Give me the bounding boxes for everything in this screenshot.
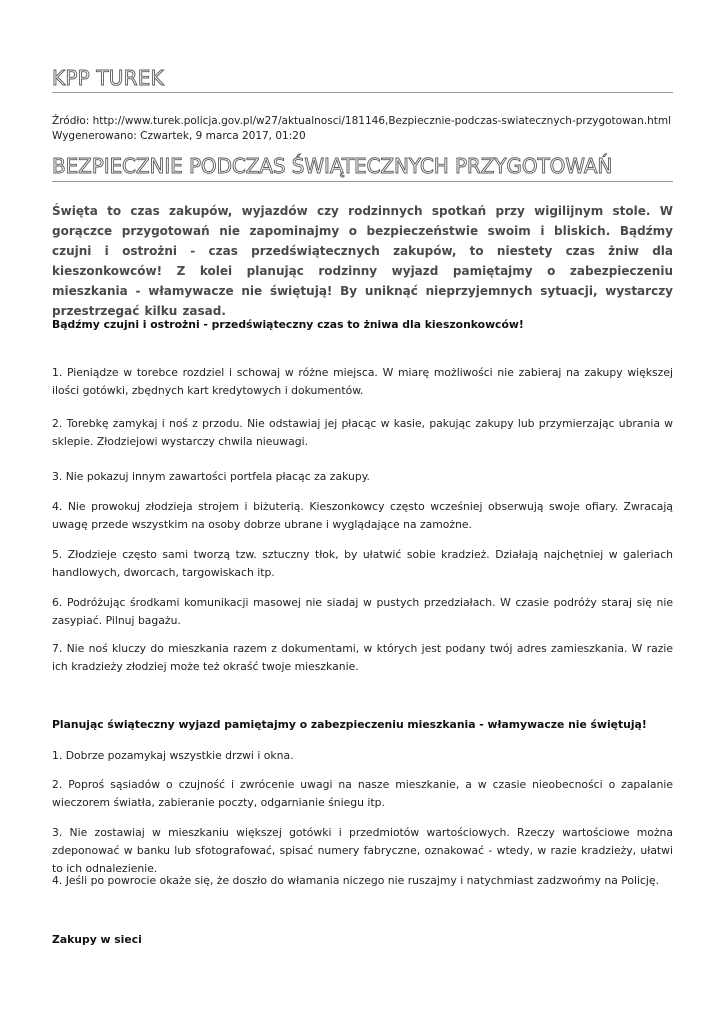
list-item: 5. Złodzieje często sami tworzą tzw. sztuczny tłok, by ułatwić sobie kradzież. Działają najchętniej w galeriach handlowych, dworcach, targowiskach itp. [52, 548, 673, 579]
section-heading-burglary: Planując świąteczny wyjazd pamiętajmy o zabezpieczeniu mieszkania - włamywacze nie świętują! [52, 718, 647, 731]
list-item: 3. Nie pokazuj innym zawartości portfela płacąc za zakupy. [52, 470, 370, 483]
article-title: BEZPIECZNIE PODCZAS ŚWIĄTECZNYCH PRZYGOTOWAŃ [52, 154, 673, 182]
generated-line: Wygenerowano: Czwartek, 9 marca 2017, 01:20 [52, 129, 306, 142]
list-item: 2. Poproś sąsiadów o czujność i zwrócenie uwagi na nasze mieszkanie, a w czasie nieobecności o zapalanie wieczorem światła, zabieranie poczty, odgarnianie śniegu itp. [52, 778, 673, 809]
list-item: 4. Jeśli po powrocie okaże się, że doszło do włamania niczego nie ruszajmy i natychmiast zadzwońmy na Policję. [52, 874, 660, 887]
list-item: 1. Dobrze pozamykaj wszystkie drzwi i okna. [52, 749, 294, 762]
article-lead: Święta to czas zakupów, wyjazdów czy rodzinnych spotkań przy wigilijnym stole. W gorączce przygotowań nie zapominajmy o bezpieczeństwie swoim i bliskich. Bądźmy czujni i ostrożni - czas przedświątecznych zakupów, to niestety czas żniw dla kieszonkowców! Z kolei planując rodzinny wyjazd pamiętajmy o zabezpieczeniu mieszkania - włamywacze nie świętują! By uniknąć nieprzyjemnych sytuacji, wystarczy przestrzegać kilku zasad. [52, 204, 673, 318]
section-heading-pickpockets: Bądźmy czujni i ostrożni - przedświąteczny czas to żniwa dla kieszonkowców! [52, 318, 524, 331]
site-title: KPP TUREK [52, 66, 673, 93]
list-item: 4. Nie prowokuj złodzieja strojem i biżuterią. Kieszonkowcy często wcześniej obserwują swoje ofiary. Zwracają uwagę przede wszystkim na osoby dobrze ubrane i wyglądające na zamożne. [52, 500, 673, 531]
section-heading-online-shopping: Zakupy w sieci [52, 933, 142, 946]
list-item: 2. Torebkę zamykaj i noś z przodu. Nie odstawiaj jej płacąc w kasie, pakując zakupy lub przymierzając ubrania w sklepie. Złodziejowi wystarczy chwila nieuwagi. [52, 417, 673, 448]
list-item: 3. Nie zostawiaj w mieszkaniu większej gotówki i przedmiotów wartościowych. Rzeczy wartościowe można zdeponować w banku lub sfotografować, spisać numery fabryczne, oznakować - wtedy, w razie kradzieży, ułatwi to ich odnalezienie. [52, 826, 673, 875]
list-item: 1. Pieniądze w torebce rozdziel i schowaj w różne miejsca. W miarę możliwości nie zabieraj na zakupy większej ilości gotówki, zbędnych kart kredytowych i dokumentów. [52, 366, 673, 397]
source-line: Źródło: http://www.turek.policja.gov.pl/w27/aktualnosci/181146,Bezpiecznie-podczas-swiatecznych-przygotowan.html [52, 115, 672, 127]
list-item: 6. Podróżując środkami komunikacji masowej nie siadaj w pustych przedziałach. W czasie podróży staraj się nie zasypiać. Pilnuj bagażu. [52, 596, 673, 627]
document-meta [52, 114, 692, 143]
list-item: 7. Nie noś kluczy do mieszkania razem z dokumentami, w których jest podany twój adres zamieszkania. W razie ich kradzieży złodziej może też okraść twoje mieszkanie. [52, 642, 673, 673]
